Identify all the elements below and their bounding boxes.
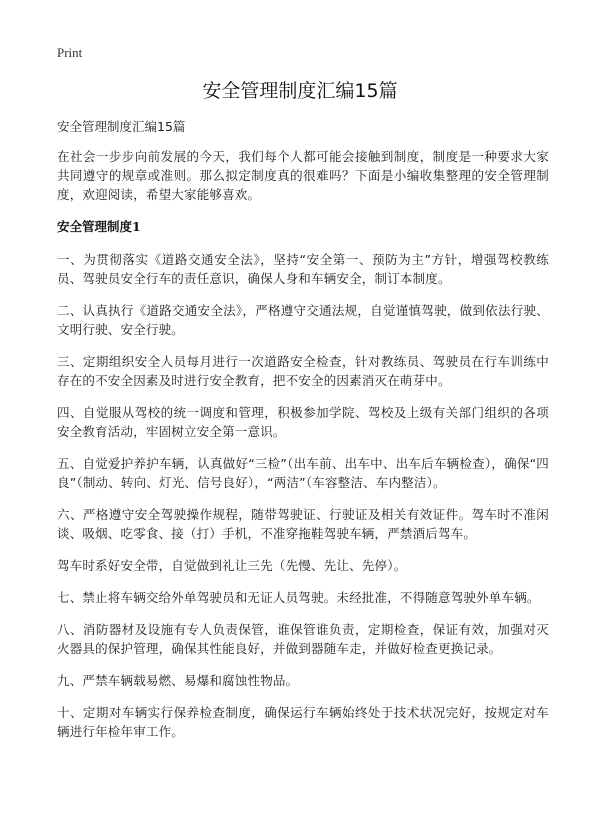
paragraph-9: 九、严禁车辆载易燃、易爆和腐蚀性物品。	[57, 673, 299, 688]
paragraph-10: 十、定期对车辆实行保养检查制度，确保运行车辆始终处于技术状况完好，按规定对车辆进行年检年审工作。	[57, 705, 549, 739]
paragraph-1: 一、为贯彻落实《道路交通安全法》，坚持“安全第一、预防为主”方针，增强驾校教练员、驾驶员安全行车的责任意识，确保人身和车辆安全，制订本制度。	[57, 252, 549, 286]
section-heading: 安全管理制度1	[57, 219, 141, 234]
paragraph-6: 六、严格遵守安全驾驶操作规程，随带驾驶证、行驶证及相关有效证件。驾车时不准闲谈、吸烟、吃零食、接（打）手机，不准穿拖鞋驾驶车辆，严禁酒后驾车。	[57, 507, 549, 541]
paragraph-4: 四、自觉服从驾校的统一调度和管理，积极参加学院、驾校及上级有关部门组织的各项安全教育活动，牢固树立安全第一意识。	[57, 405, 549, 439]
paragraph-7: 七、禁止将车辆交给外单驾驶员和无证人员驾驶。未经批准，不得随意驾驶外单车辆。	[57, 590, 540, 605]
intro-paragraph: 在社会一步步向前发展的今天，我们每个人都可能会接触到制度，制度是一种要求大家共同遵守的规章或准则。那么拟定制度真的很难吗？下面是小编收集整理的安全管理制度，欢迎阅读，希望大家能够喜欢。	[57, 149, 549, 202]
paragraph-6-continued: 驾车时系好安全带，自觉做到礼让三先（先慢、先让、先停）。	[57, 558, 407, 573]
document-subtitle: 安全管理制度汇编15篇	[57, 119, 186, 134]
paragraph-2: 二、认真执行《道路交通安全法》，严格遵守交通法规，自觉谨慎驾驶，做到依法行驶、文明行驶、安全行驶。	[57, 303, 549, 337]
paragraph-5: 五、自觉爱护养护车辆，认真做好“三检”（出车前、出车中、出车后车辆检查），确保“四良”（制动、转向、灯光、信号良好），“两洁”（车容整洁、车内整洁）。	[57, 456, 549, 490]
page-title: 安全管理制度汇编15篇	[202, 80, 398, 102]
paragraph-8: 八、消防器材及设施有专人负责保管，谁保管谁负责，定期检查，保证有效，加强对灭火器具的保护管理，确保其性能良好，并做到器随车走，并做好检查更换记录。	[57, 622, 549, 656]
print-link[interactable]: Print	[57, 45, 83, 60]
paragraph-3: 三、定期组织安全人员每月进行一次道路安全检查，针对教练员、驾驶员在行车训练中存在的不安全因素及时进行安全教育，把不安全的因素消灭在萌芽中。	[57, 354, 549, 388]
document-body	[57, 117, 549, 754]
